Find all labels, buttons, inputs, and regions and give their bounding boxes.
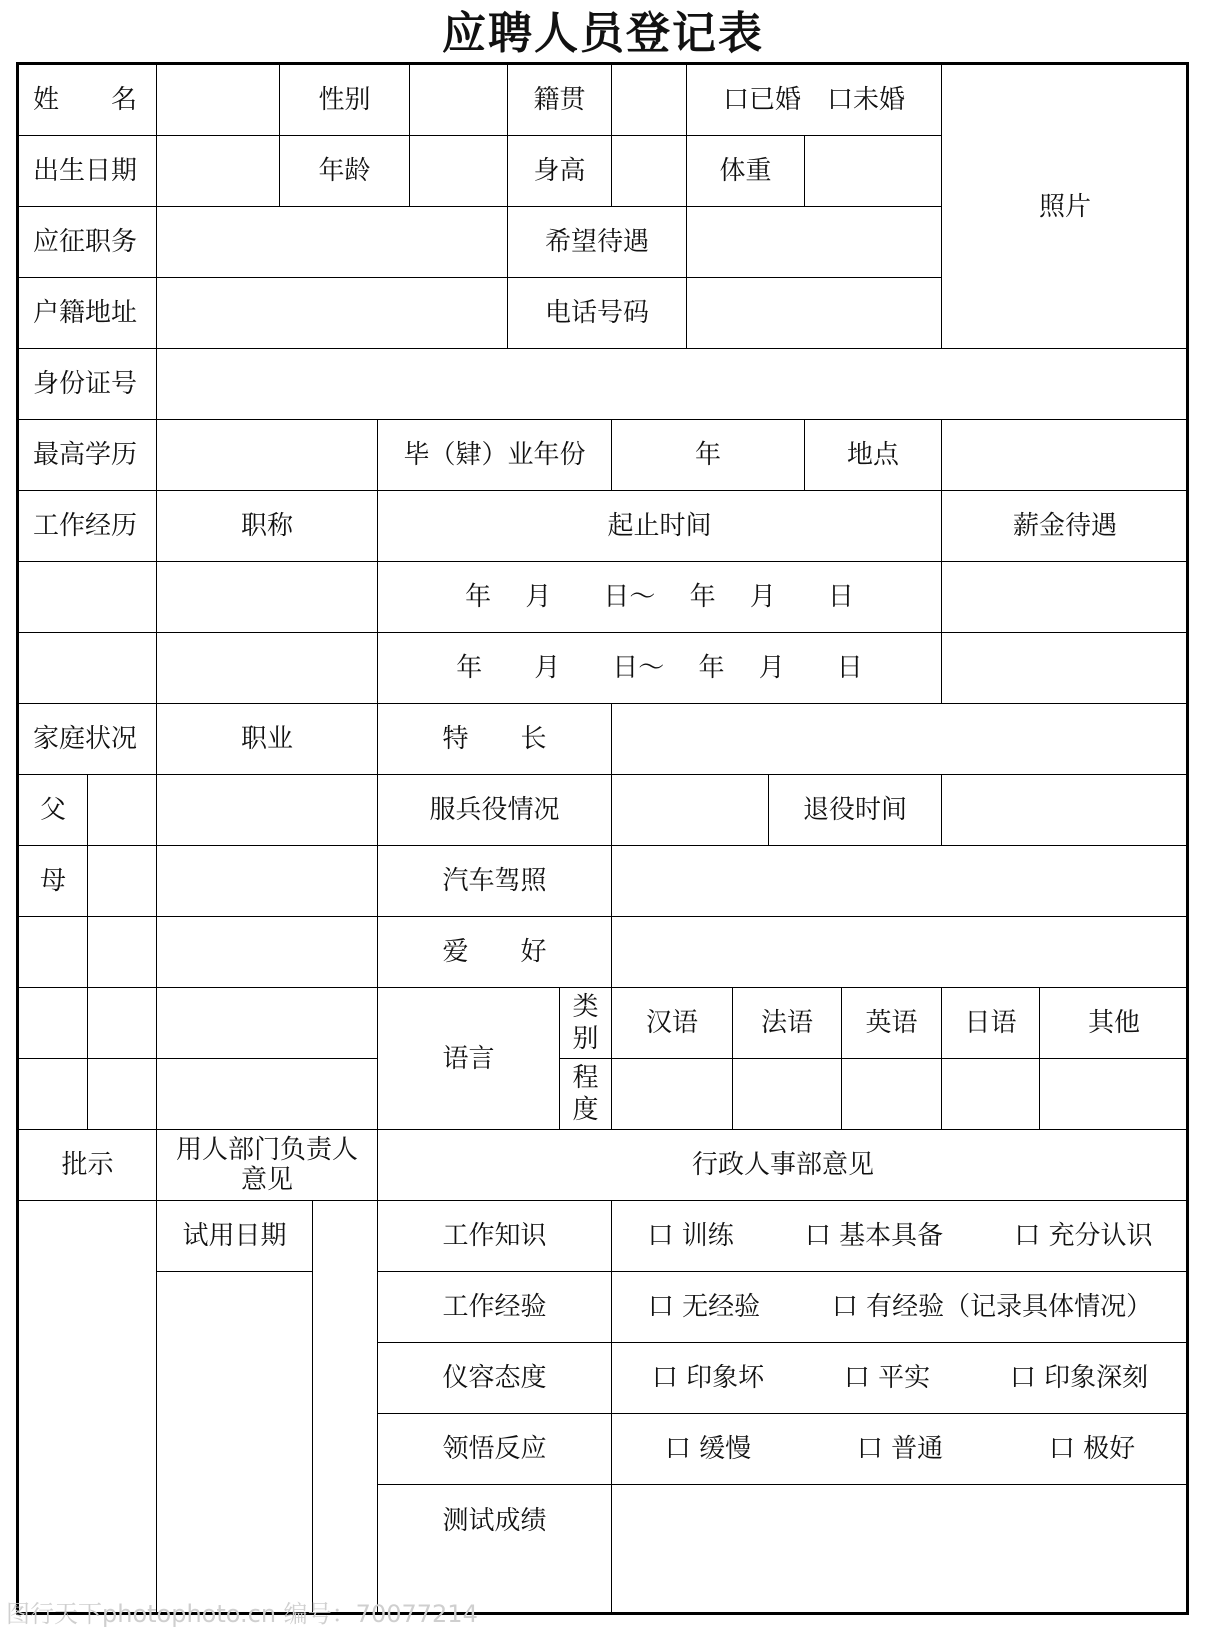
label-gender: 性别 <box>280 65 410 136</box>
level-english[interactable] <box>842 1059 942 1130</box>
label-job-title: 职称 <box>157 491 378 562</box>
label-household-address: 户籍地址 <box>19 278 157 349</box>
label-work-experience-eval: 工作经验 <box>378 1272 612 1343</box>
label-hobby: 爱 好 <box>378 917 612 988</box>
label-phone: 电话号码 <box>508 278 687 349</box>
input-father-name[interactable] <box>88 775 157 846</box>
language-english: 英语 <box>842 988 942 1059</box>
input-graduation-year[interactable]: 年 <box>612 420 805 491</box>
label-specialty: 特 长 <box>378 704 612 775</box>
family-member-occupation-3[interactable] <box>157 917 378 988</box>
dept-head-signature[interactable] <box>313 1201 378 1615</box>
dept-head-line-2: 意见 <box>240 1165 293 1195</box>
input-native-place[interactable] <box>612 65 687 136</box>
option-bad-impression[interactable]: 口 印象坏 <box>651 1363 765 1393</box>
label-language-level <box>560 1059 612 1130</box>
dept-head-line-1: 用人部门负责人 <box>175 1135 358 1165</box>
label-graduation-year: 毕（肄）业年份 <box>378 420 612 491</box>
input-expected-salary[interactable] <box>687 207 942 278</box>
option-slow[interactable]: 口 缓慢 <box>664 1434 752 1464</box>
input-education[interactable] <box>157 420 378 491</box>
input-household-address[interactable] <box>157 278 508 349</box>
language-japanese: 日语 <box>942 988 1040 1059</box>
label-height: 身高 <box>508 136 612 207</box>
work-row-2-period[interactable]: 年 月 日～ 年 月 日 <box>378 633 942 704</box>
application-form <box>16 62 1189 1615</box>
label-language: 语言 <box>378 988 560 1130</box>
label-period: 起止时间 <box>378 491 942 562</box>
input-trial-date[interactable] <box>157 1272 313 1615</box>
input-hobby[interactable] <box>612 917 1189 988</box>
level-other[interactable] <box>1040 1059 1189 1130</box>
label-language-category <box>560 988 612 1059</box>
work-row-1-pay[interactable] <box>942 562 1189 633</box>
label-family: 家庭状况 <box>19 704 157 775</box>
label-expected-salary: 希望待遇 <box>508 207 687 278</box>
option-has-experience[interactable]: 口 有经验（记录具体情况） <box>831 1292 1153 1322</box>
label-appearance: 仪容态度 <box>378 1343 612 1414</box>
work-row-1-period[interactable]: 年 月 日～ 年 月 日 <box>378 562 942 633</box>
label-birth-date: 出生日期 <box>19 136 157 207</box>
label-work-knowledge: 工作知识 <box>378 1201 612 1272</box>
label-id-number: 身份证号 <box>19 349 157 420</box>
input-position[interactable] <box>157 207 508 278</box>
input-gender[interactable] <box>410 65 508 136</box>
label-work-experience: 工作经历 <box>19 491 157 562</box>
level-japanese[interactable] <box>942 1059 1040 1130</box>
form-title: 应聘人员登记表 <box>442 8 764 59</box>
input-birth-date[interactable] <box>157 136 280 207</box>
language-french: 法语 <box>733 988 842 1059</box>
input-driver-license[interactable] <box>612 846 1189 917</box>
label-military-service: 服兵役情况 <box>378 775 612 846</box>
input-specialty[interactable] <box>612 704 1189 775</box>
work-row-1-company[interactable] <box>19 562 157 633</box>
input-phone[interactable] <box>687 278 942 349</box>
label-native-place: 籍贯 <box>508 65 612 136</box>
family-member-name-4[interactable] <box>88 988 157 1059</box>
label-hr-opinion: 行政人事部意见 <box>378 1130 1189 1201</box>
input-military-service[interactable] <box>612 775 769 846</box>
option-deep-impression[interactable]: 口 印象深刻 <box>1009 1363 1149 1393</box>
label-occupation: 职业 <box>157 704 378 775</box>
label-father: 父 <box>19 775 88 846</box>
option-no-experience[interactable]: 口 无经验 <box>647 1292 761 1322</box>
photo-box: 照片 <box>942 65 1189 349</box>
input-test-score[interactable] <box>612 1485 1189 1615</box>
work-row-2-title[interactable] <box>157 633 378 704</box>
input-location[interactable] <box>942 420 1189 491</box>
input-father-occupation[interactable] <box>157 775 378 846</box>
family-member-occupation-4[interactable] <box>157 988 378 1059</box>
label-approval: 批示 <box>19 1130 157 1201</box>
options-work-experience[interactable] <box>612 1272 1189 1343</box>
watermark: 图行天下photophoto.cn 编号：70077214 <box>6 1600 478 1628</box>
label-name: 姓 名 <box>19 65 157 136</box>
category-char-1: 类 <box>572 992 599 1022</box>
level-french[interactable] <box>733 1059 842 1130</box>
label-pay: 薪金待遇 <box>942 491 1189 562</box>
language-other: 其他 <box>1040 988 1189 1059</box>
label-mother: 母 <box>19 846 88 917</box>
input-weight[interactable] <box>805 136 942 207</box>
label-location: 地点 <box>805 420 942 491</box>
input-mother-occupation[interactable] <box>157 846 378 917</box>
family-member-name-3[interactable] <box>88 917 157 988</box>
label-education: 最高学历 <box>19 420 157 491</box>
input-height[interactable] <box>612 136 687 207</box>
label-dept-head-opinion <box>157 1130 378 1201</box>
option-plain[interactable]: 口 平实 <box>843 1363 931 1393</box>
input-age[interactable] <box>410 136 508 207</box>
family-member-occupation-5[interactable] <box>157 1059 378 1130</box>
category-char-2: 别 <box>572 1024 599 1054</box>
label-test-score: 测试成绩 <box>378 1485 612 1615</box>
family-member-label-3[interactable] <box>19 917 88 988</box>
label-weight: 体重 <box>687 136 805 207</box>
family-member-name-5[interactable] <box>88 1059 157 1130</box>
family-member-label-4[interactable] <box>19 988 88 1059</box>
option-basic[interactable]: 口 基本具备 <box>804 1221 944 1251</box>
option-training[interactable]: 口 训练 <box>647 1221 734 1251</box>
marital-status-checkboxes[interactable]: 口已婚 口未婚 <box>687 65 942 136</box>
options-comprehension[interactable] <box>612 1414 1189 1485</box>
option-full-understanding[interactable]: 口 充分认识 <box>1014 1221 1153 1251</box>
work-row-1-title[interactable] <box>157 562 378 633</box>
level-char-1: 程 <box>572 1063 599 1093</box>
input-id-number[interactable] <box>157 349 1189 420</box>
work-row-2-company[interactable] <box>19 633 157 704</box>
family-member-label-5[interactable] <box>19 1059 88 1130</box>
approval-area[interactable] <box>19 1201 157 1615</box>
level-chinese[interactable] <box>612 1059 733 1130</box>
options-appearance[interactable] <box>612 1343 1189 1414</box>
level-char-2: 度 <box>572 1095 599 1125</box>
input-name[interactable] <box>157 65 280 136</box>
work-row-2-pay[interactable] <box>942 633 1189 704</box>
language-chinese: 汉语 <box>612 988 733 1059</box>
options-work-knowledge[interactable] <box>612 1201 1189 1272</box>
label-position: 应征职务 <box>19 207 157 278</box>
label-discharge-time: 退役时间 <box>769 775 942 846</box>
label-comprehension: 领悟反应 <box>378 1414 612 1485</box>
label-trial-date: 试用日期 <box>157 1201 313 1272</box>
input-discharge-time[interactable] <box>942 775 1189 846</box>
label-age: 年龄 <box>280 136 410 207</box>
option-excellent[interactable]: 口 极好 <box>1048 1434 1136 1464</box>
label-driver-license: 汽车驾照 <box>378 846 612 917</box>
option-normal[interactable]: 口 普通 <box>856 1434 944 1464</box>
input-mother-name[interactable] <box>88 846 157 917</box>
